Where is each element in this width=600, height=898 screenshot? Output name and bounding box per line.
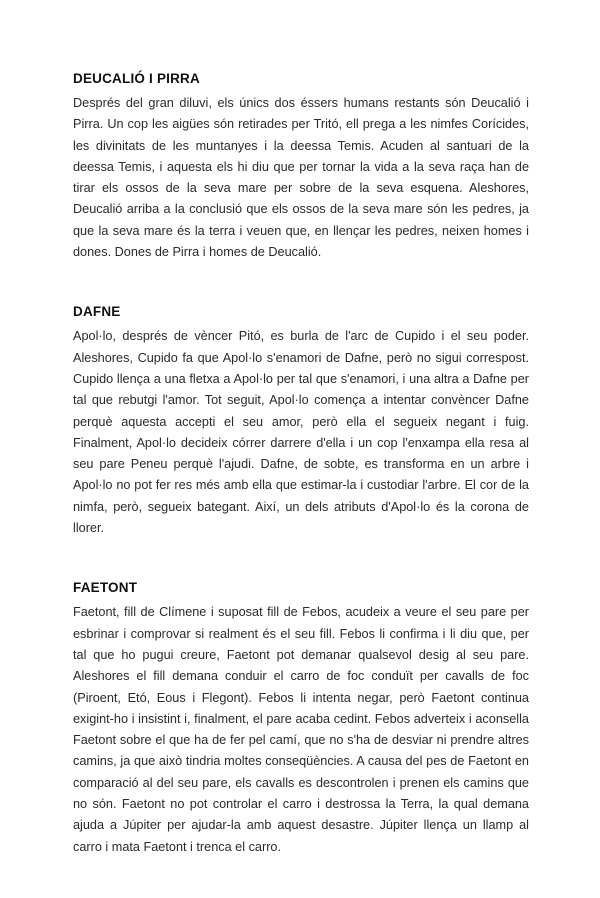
section-title: DEUCALIÓ I PIRRA [73, 71, 200, 86]
section-paragraph: Apol·lo, després de vèncer Pitó, es burla de l'arc de Cupido i el seu poder. Aleshores, Cupido fa que Apol·lo s'enamori de Dafne, però no sigui correspost. Cupido llença a una fletxa a Apol·lo per tal que s'enamori, i una altra a Dafne per tal que rebutgi l'amor. Tot seguit, Apol·lo comença a intentar convèncer Dafne perquè aquesta accepti el seu amor, però ella el segueix negant i fuig. Finalment, Apol·lo decideix córrer darrere d'ella i un cop l'enxampa ella resa al seu pare Peneu perquè l'ajudi. Dafne, de sobte, es transforma en un arbre i Apol·lo no pot fer res més amb ella que estimar-la i custodiar l'arbre. El cor de la nimfa, però, segueix bategant. Així, un dels atributs d'Apol·lo és la corona de llorer. [73, 329, 529, 536]
section-dafne [73, 303, 529, 539]
document-page [73, 70, 529, 898]
section-faetont [73, 579, 529, 858]
section-title: FAETONT [73, 580, 138, 596]
section-paragraph: Després del gran diluvi, els únics dos éssers humans restants són Deucalió i Pirra. Un cop les aigües són retirades per Tritó, ell prega a les nimfes Corícides, les divinitats de les muntanyes i la deessa Temis. Acuden al santuari de la deessa Temis, i aquesta els hi diu que per tornar la vida a la seva raça han de tirar els ossos de la seva mare per sobre de la seva esquena. Aleshores, Deucalió arriba a la conclusió que els ossos de la seva mare són les pedres, ja que la seva mare és la terra i veuen que, en llençar les pedres, neixen homes i dones. Dones de Pirra i homes de Deucalió. [73, 96, 529, 260]
section-paragraph: Faetont, fill de Clímene i suposat fill de Febos, acudeix a veure el seu pare per esbrinar i comprovar si realment és el seu fill. Febos li confirma i li diu que, per tal que ho pugui creure, Faetont pot demanar qualsevol desig al seu pare. Aleshores el fill demana conduir el carro de foc conduït per cavalls de foc (Piroent, Etó, Eous i Flegont). Febos li intenta negar, però Faetont continua exigint-ho i insistint i, finalment, el pare acaba cedint. Febos adverteix i aconsella Faetont sobre el que ha de fer pel camí, que no s'ha de desviar ni prendre altres camins, ja que això tindria moltes conseqüències. A causa del pes de Faetont en comparació al del seu pare, els cavalls es descontrolen i prenen els camins que no són. Faetont no pot controlar el carro i destrossa la Terra, la qual demana ajuda a Júpiter per ajudar-la amb aquest desastre. Júpiter llença un llamp al carro i mata Faetont i trenca el carro. [73, 605, 529, 854]
section-deucalio-i-pirra [73, 70, 529, 263]
section-title: DAFNE [73, 304, 121, 320]
